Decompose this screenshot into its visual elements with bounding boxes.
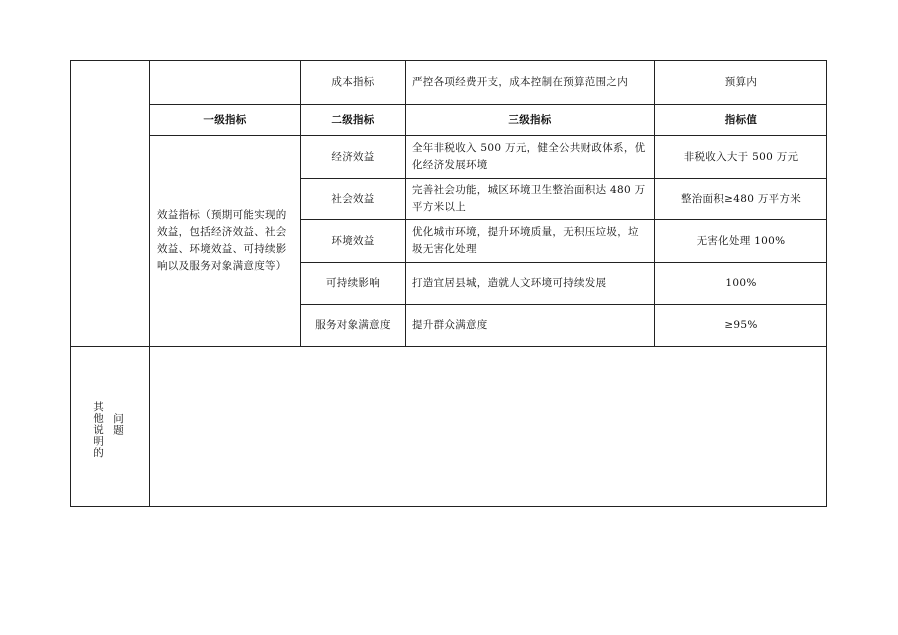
satisfaction-level2-text: 服务对象满意度 [315, 319, 391, 331]
other-notes-label-col2: 问题 [112, 413, 124, 436]
benefit-row-level2 [301, 220, 405, 262]
benefit-row-level3 [406, 305, 654, 346]
indicator-table [70, 60, 827, 507]
satisfaction-value-text: ≥95% [724, 319, 758, 331]
social-value-text: 整治面积≥480 万平方米 [680, 192, 802, 205]
header-level1 [150, 105, 300, 135]
cost-level3-text: 严控各项经费开支，成本控制在预算范围之内 [412, 76, 628, 88]
environment-level3-text: 优化城市环境，提升环境质量，无积压垃圾，垃圾无害化处理 [412, 226, 639, 255]
cost-level2-text: 成本指标 [331, 76, 375, 88]
sustainability-level2-text: 可持续影响 [326, 277, 380, 289]
header-level3 [406, 105, 654, 135]
benefit-row-level2 [301, 179, 405, 219]
benefit-row-level3 [406, 263, 654, 304]
benefit-level1-cell [150, 136, 300, 346]
other-notes-area [150, 347, 827, 507]
header-value-text: 指标值 [724, 113, 758, 126]
benefit-row-level2 [301, 305, 405, 346]
cost-value-text: 预算内 [724, 76, 758, 88]
environment-level2-text: 环境效益 [331, 234, 375, 247]
benefit-level1-text: 效益指标（预期可能实现的效益，包括经济效益、社会效益、环境效益、可持续影响以及服务对象满意度等） [157, 209, 287, 272]
social-level3-text: 完善社会功能，城区环境卫生整治面积达 480 万平方米以上 [412, 184, 646, 213]
benefit-row-value [655, 263, 827, 304]
benefit-row-value [655, 305, 827, 346]
other-notes-label-col1: 其他说明的 [92, 401, 104, 459]
benefit-row-value [655, 220, 827, 262]
sustainability-level3-text: 打造宜居县城，造就人文环境可持续发展 [412, 277, 607, 289]
benefit-row-level2 [301, 263, 405, 304]
social-level2-text: 社会效益 [331, 192, 375, 205]
header-level2 [301, 105, 405, 135]
benefit-row-level3 [406, 220, 654, 262]
header-level3-text: 三级指标 [508, 113, 552, 126]
environment-value-text: 无害化处理 100% [696, 234, 786, 247]
benefit-row-level3 [406, 179, 654, 219]
header-level1-text: 一级指标 [203, 113, 247, 126]
benefit-row-value [655, 136, 827, 178]
economic-level2-text: 经济效益 [331, 150, 375, 163]
cost-value-cell [655, 61, 827, 104]
benefit-row-level2 [301, 136, 405, 178]
cost-level2-cell [301, 61, 405, 104]
economic-level3-text: 全年非税收入 500 万元，健全公共财政体系，优化经济发展环境 [412, 142, 646, 171]
benefit-row-level3 [406, 136, 654, 178]
satisfaction-level3-text: 提升群众满意度 [412, 319, 488, 331]
header-level2-text: 二级指标 [331, 113, 375, 126]
benefit-row-value [655, 179, 827, 219]
economic-value-text: 非税收入大于 500 万元 [683, 150, 799, 163]
cost-level3-cell [406, 61, 654, 104]
sustainability-value-text: 100% [725, 277, 757, 289]
header-value [655, 105, 827, 135]
